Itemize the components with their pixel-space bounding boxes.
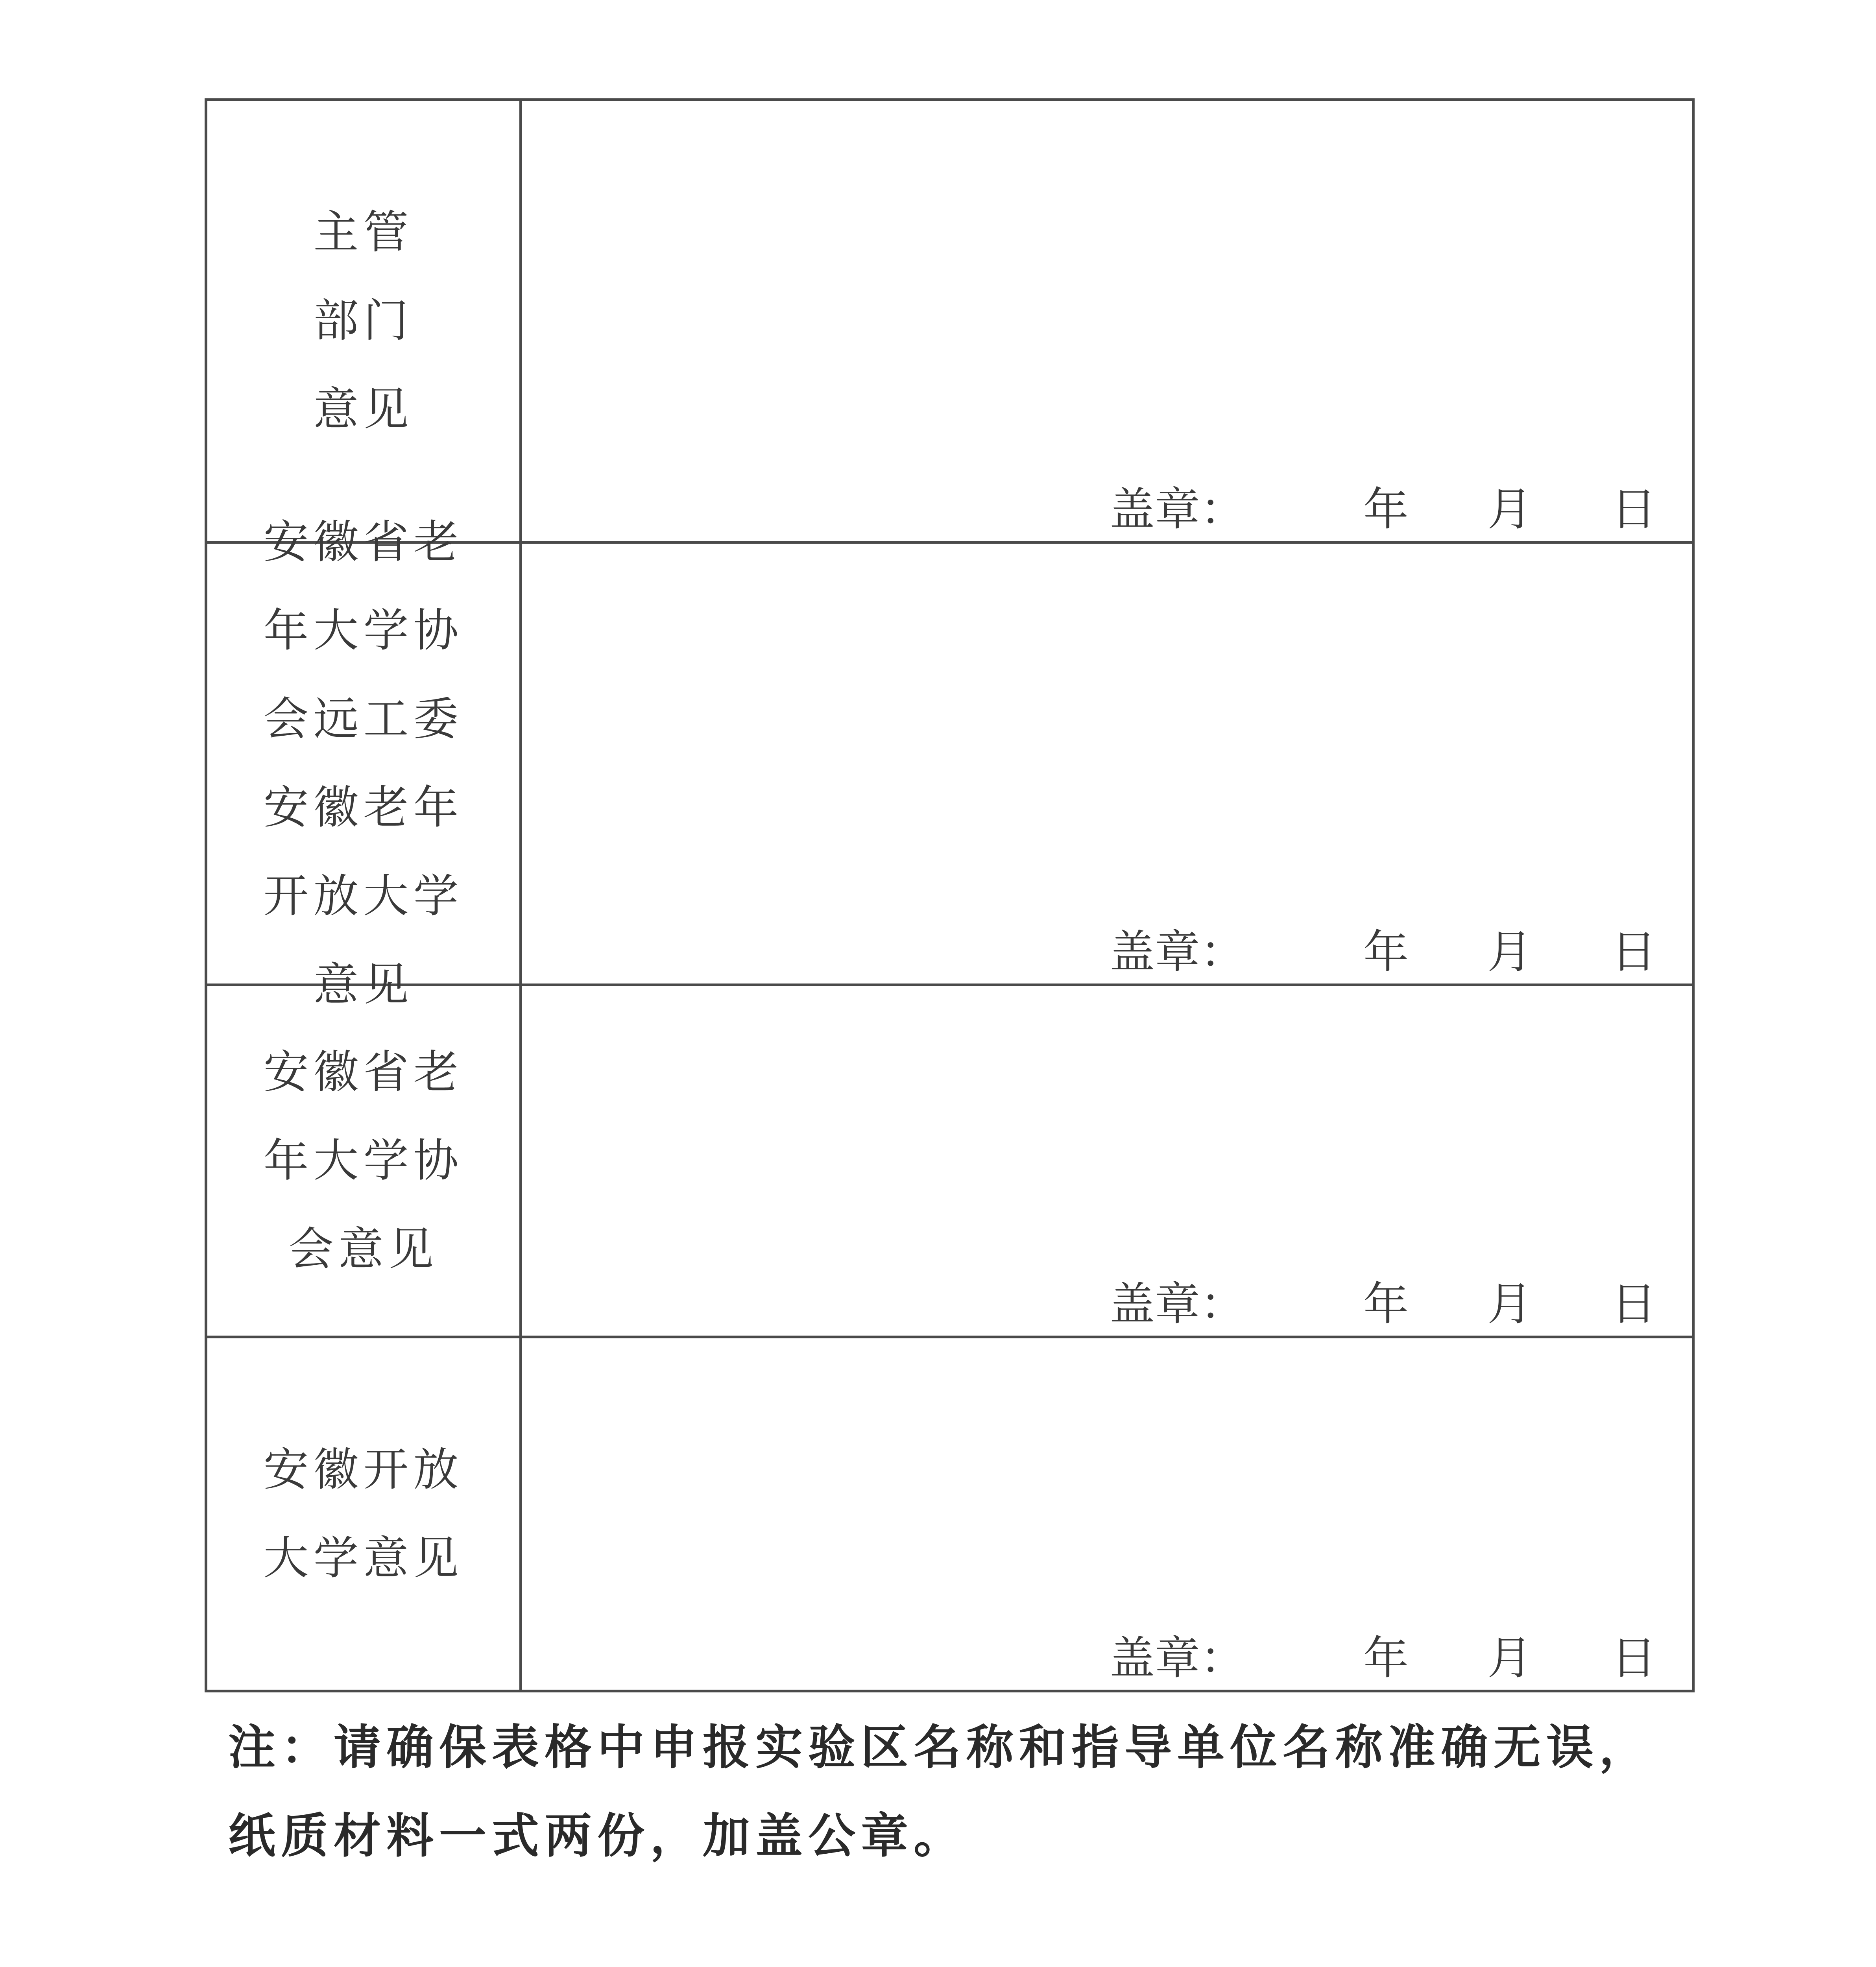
seal-label: 盖章：: [1109, 926, 1245, 978]
year-label: 年: [1363, 1632, 1409, 1685]
day-label: 日: [1611, 926, 1656, 978]
row-label: 主管部门意见: [313, 206, 414, 436]
opinion-field[interactable]: [521, 985, 1693, 1337]
row-label: 安徽省老年大学协会意见: [263, 1046, 463, 1276]
row-label-cell: [206, 985, 521, 1337]
seal-label: 盖章：: [1109, 1632, 1245, 1685]
opinion-field[interactable]: [521, 1337, 1693, 1691]
row-label: 安徽开放大学意见: [263, 1443, 463, 1585]
month-label: 月: [1487, 1632, 1533, 1685]
opinion-field[interactable]: [521, 542, 1693, 985]
row-label-cell: [206, 1337, 521, 1691]
day-label: 日: [1611, 1278, 1656, 1330]
row-label: 安徽省老年大学协会远工委安徽老年开放大学意见: [263, 516, 463, 1011]
day-label: 日: [1611, 1632, 1656, 1685]
seal-date-line: [1110, 482, 1656, 537]
month-label: 月: [1487, 483, 1533, 536]
month-label: 月: [1487, 926, 1533, 978]
form-note: 注：请确保表格中申报实验区名称和指导单位名称准确无误，纸质材料一式两份，加盖公章。: [228, 1720, 1652, 1864]
seal-date-line: [1110, 1277, 1656, 1332]
month-label: 月: [1487, 1278, 1533, 1330]
approval-row-supervisor: [206, 100, 1693, 542]
day-label: 日: [1611, 483, 1656, 536]
year-label: 年: [1363, 483, 1409, 536]
seal-date-line: [1110, 1631, 1656, 1686]
seal-label: 盖章：: [1109, 1278, 1245, 1330]
approval-row-association: [206, 985, 1693, 1337]
opinion-field[interactable]: [521, 100, 1693, 542]
seal-date-line: [1110, 924, 1656, 980]
approval-form-table: [205, 98, 1695, 1692]
seal-label: 盖章：: [1109, 483, 1245, 536]
row-label-cell: [206, 516, 521, 1011]
year-label: 年: [1363, 926, 1409, 978]
row-label-cell: [206, 100, 521, 542]
year-label: 年: [1363, 1278, 1409, 1330]
approval-row-open-university: [206, 1337, 1693, 1691]
approval-row-remote-committee: [206, 542, 1693, 985]
